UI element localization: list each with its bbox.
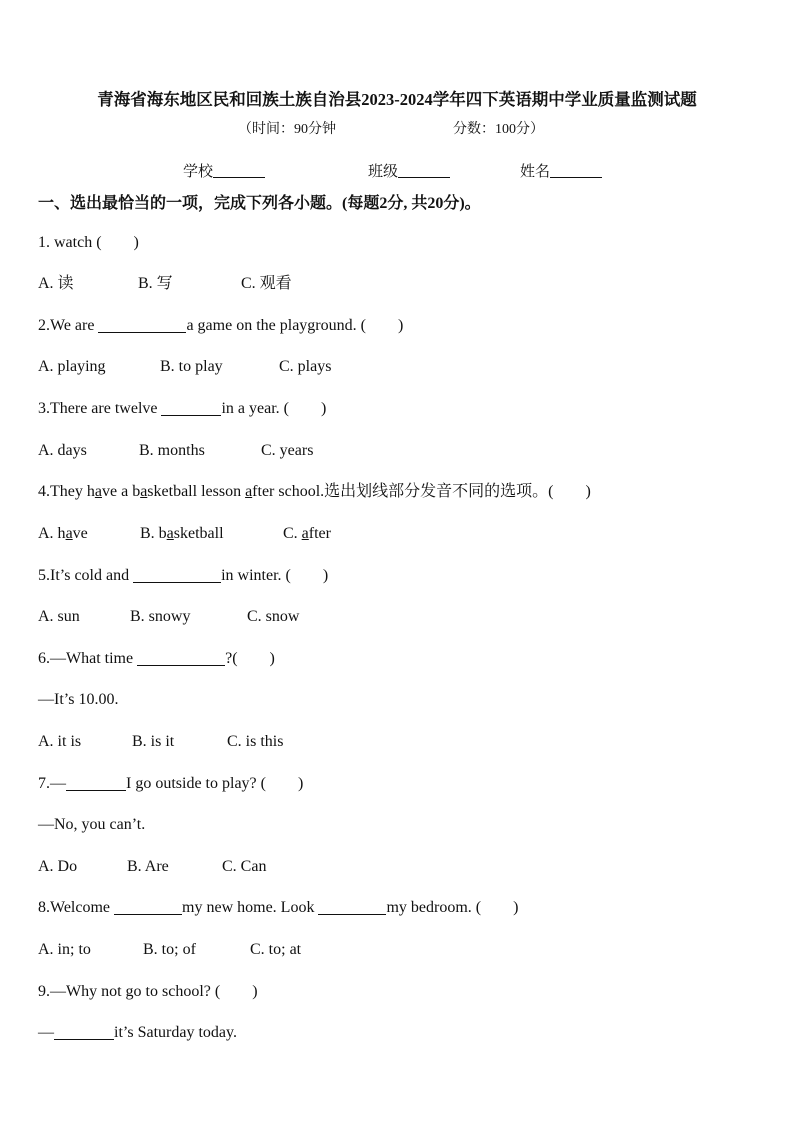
question-4-options xyxy=(38,524,331,544)
stem-text: sketball lesson xyxy=(147,483,246,500)
option-b: B. basketball xyxy=(140,525,224,542)
option-a: A. sun xyxy=(38,608,80,625)
answer-blank xyxy=(161,400,221,416)
stem-text: 8.Welcome xyxy=(38,899,115,916)
stem-text: my bedroom. ( ) xyxy=(386,899,519,916)
question-8-options xyxy=(38,940,301,960)
question-7-stem xyxy=(38,774,303,794)
answer-blank xyxy=(137,650,225,666)
stem-text: fter school.选出划线部分发音不同的选项。( ) xyxy=(252,483,591,500)
question-1-options xyxy=(38,274,292,294)
answer-blank xyxy=(318,899,386,915)
answer-blank xyxy=(98,317,186,333)
question-7-options xyxy=(38,857,266,877)
stem-text: ve a b xyxy=(101,483,141,500)
option-a: A. Do xyxy=(38,858,78,875)
option-c: C. after xyxy=(283,525,331,542)
question-6-options xyxy=(38,732,283,752)
option-c: C. is this xyxy=(227,733,284,750)
stem-text: in winter. ( ) xyxy=(221,567,329,584)
question-6-stem xyxy=(38,649,275,669)
stem-text: 7.— xyxy=(38,775,66,792)
option-a: A. 读 xyxy=(38,275,74,292)
name-field xyxy=(520,160,602,181)
score-label: 分数：100分） xyxy=(453,122,544,137)
time-label: （时间：90分钟 xyxy=(238,122,336,137)
option-b: B. to play xyxy=(160,358,223,375)
page-title: 青海省海东地区民和回族土族自治县2023-2024学年四下英语期中学业质量监测试题 xyxy=(97,90,697,109)
stem-text: a game on the playground. ( ) xyxy=(186,317,404,334)
stem-text: 6.—What time xyxy=(38,650,138,667)
school-label: 学校 xyxy=(183,164,214,180)
stem-text: my new home. Look xyxy=(182,899,319,916)
question-7-answer: —No, you can’t. xyxy=(38,816,146,833)
answer-blank xyxy=(54,1024,114,1040)
question-6-answer: —It’s 10.00. xyxy=(38,691,119,708)
question-2-options xyxy=(38,357,331,377)
option-b: B. 写 xyxy=(138,275,173,292)
option-a: A. playing xyxy=(38,358,106,375)
stem-text: in a year. ( ) xyxy=(221,400,327,417)
option-b: B. to; of xyxy=(143,941,196,958)
class-label: 班级 xyxy=(368,164,399,180)
class-blank xyxy=(398,163,450,178)
option-a: A. days xyxy=(38,442,87,459)
option-a: A. have xyxy=(38,525,88,542)
question-5-options xyxy=(38,607,299,627)
option-c: C. years xyxy=(261,442,314,459)
question-5-stem xyxy=(38,566,328,586)
section-heading: 一、选出最恰当的一项，完成下列各小题。(每题2分, 共20分)。 xyxy=(38,195,481,212)
underlined-letter: a xyxy=(245,483,253,500)
option-a: A. in; to xyxy=(38,941,91,958)
option-c: C. Can xyxy=(222,858,267,875)
option-b: B. months xyxy=(139,442,205,459)
option-c: C. plays xyxy=(279,358,332,375)
question-2-stem xyxy=(38,316,403,336)
question-1-stem: 1. watch ( ) xyxy=(38,234,139,251)
answer-blank xyxy=(133,567,221,583)
name-label: 姓名 xyxy=(520,164,551,180)
stem-text: it’s Saturday today. xyxy=(114,1024,237,1041)
stem-text: 5.It’s cold and xyxy=(38,567,134,584)
stem-text: I go outside to play? ( ) xyxy=(126,775,304,792)
option-c: C. snow xyxy=(247,608,300,625)
stem-text: 3.There are twelve xyxy=(38,400,162,417)
option-c: C. to; at xyxy=(250,941,302,958)
option-b: B. Are xyxy=(127,858,169,875)
option-b: B. snowy xyxy=(130,608,191,625)
underlined-letter: a xyxy=(94,483,102,500)
question-8-stem xyxy=(38,898,518,918)
question-9-answer xyxy=(38,1023,237,1043)
stem-text: 4.They h xyxy=(38,483,95,500)
class-field xyxy=(368,160,450,181)
question-3-stem xyxy=(38,399,326,419)
option-c: C. 观看 xyxy=(241,275,292,292)
option-b: B. is it xyxy=(132,733,175,750)
stem-text: ?( ) xyxy=(225,650,275,667)
question-9-stem: 9.—Why not go to school? ( ) xyxy=(38,983,258,1000)
underlined-letter: a xyxy=(140,483,148,500)
answer-blank xyxy=(114,899,182,915)
stem-text: 2.We are xyxy=(38,317,99,334)
school-blank xyxy=(213,163,265,178)
question-4-stem xyxy=(38,482,591,502)
name-blank xyxy=(550,163,602,178)
school-field xyxy=(183,160,265,181)
answer-blank xyxy=(66,775,126,791)
question-3-options xyxy=(38,441,313,461)
stem-text: — xyxy=(38,1024,54,1041)
option-a: A. it is xyxy=(38,733,82,750)
